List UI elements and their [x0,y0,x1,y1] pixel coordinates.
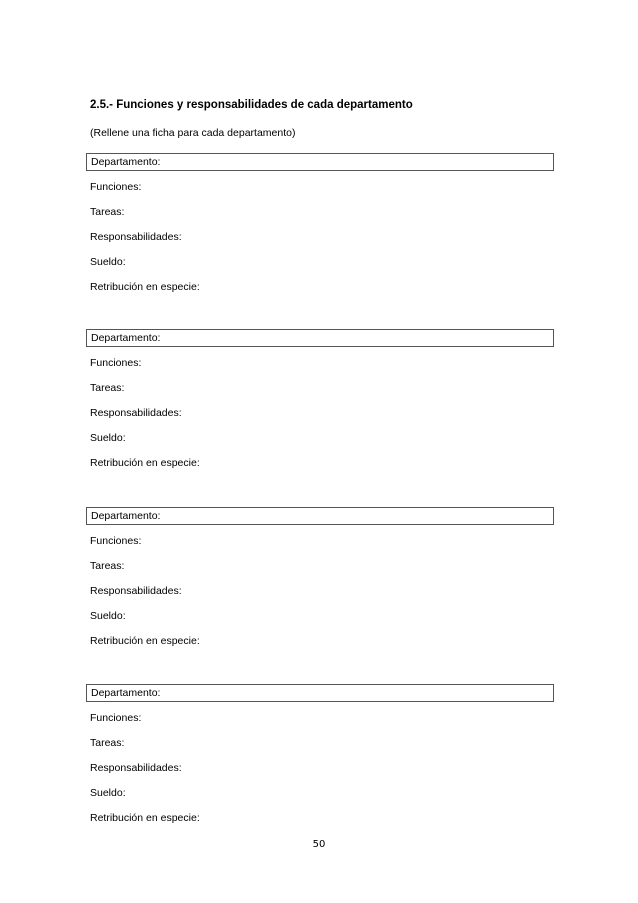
department-field[interactable]: Departamento: [86,153,554,171]
field-tareas: Tareas: [90,206,125,218]
field-tareas: Tareas: [90,737,125,749]
instruction-text: (Rellene una ficha para cada departamento) [90,127,296,139]
field-funciones: Funciones: [90,357,142,369]
field-funciones: Funciones: [90,181,142,193]
field-funciones: Funciones: [90,535,142,547]
field-retribucion-especie: Retribución en especie: [90,457,200,469]
field-sueldo: Sueldo: [90,610,126,622]
field-responsabilidades: Responsabilidades: [90,762,182,774]
department-field[interactable]: Departamento: [86,507,554,525]
field-sueldo: Sueldo: [90,787,126,799]
field-sueldo: Sueldo: [90,256,126,268]
field-sueldo: Sueldo: [90,432,126,444]
field-retribucion-especie: Retribución en especie: [90,281,200,293]
field-funciones: Funciones: [90,712,142,724]
field-responsabilidades: Responsabilidades: [90,407,182,419]
field-responsabilidades: Responsabilidades: [90,585,182,597]
page-number: 50 [312,839,326,850]
department-field[interactable]: Departamento: [86,684,554,702]
section-heading: 2.5.- Funciones y responsabilidades de cada departamento [90,99,413,111]
department-card [86,329,554,469]
department-card [86,153,554,293]
field-tareas: Tareas: [90,382,125,394]
department-card [86,684,554,824]
field-tareas: Tareas: [90,560,125,572]
department-card [86,507,554,647]
field-retribucion-especie: Retribución en especie: [90,812,200,824]
field-responsabilidades: Responsabilidades: [90,231,182,243]
department-field[interactable]: Departamento: [86,329,554,347]
field-retribucion-especie: Retribución en especie: [90,635,200,647]
